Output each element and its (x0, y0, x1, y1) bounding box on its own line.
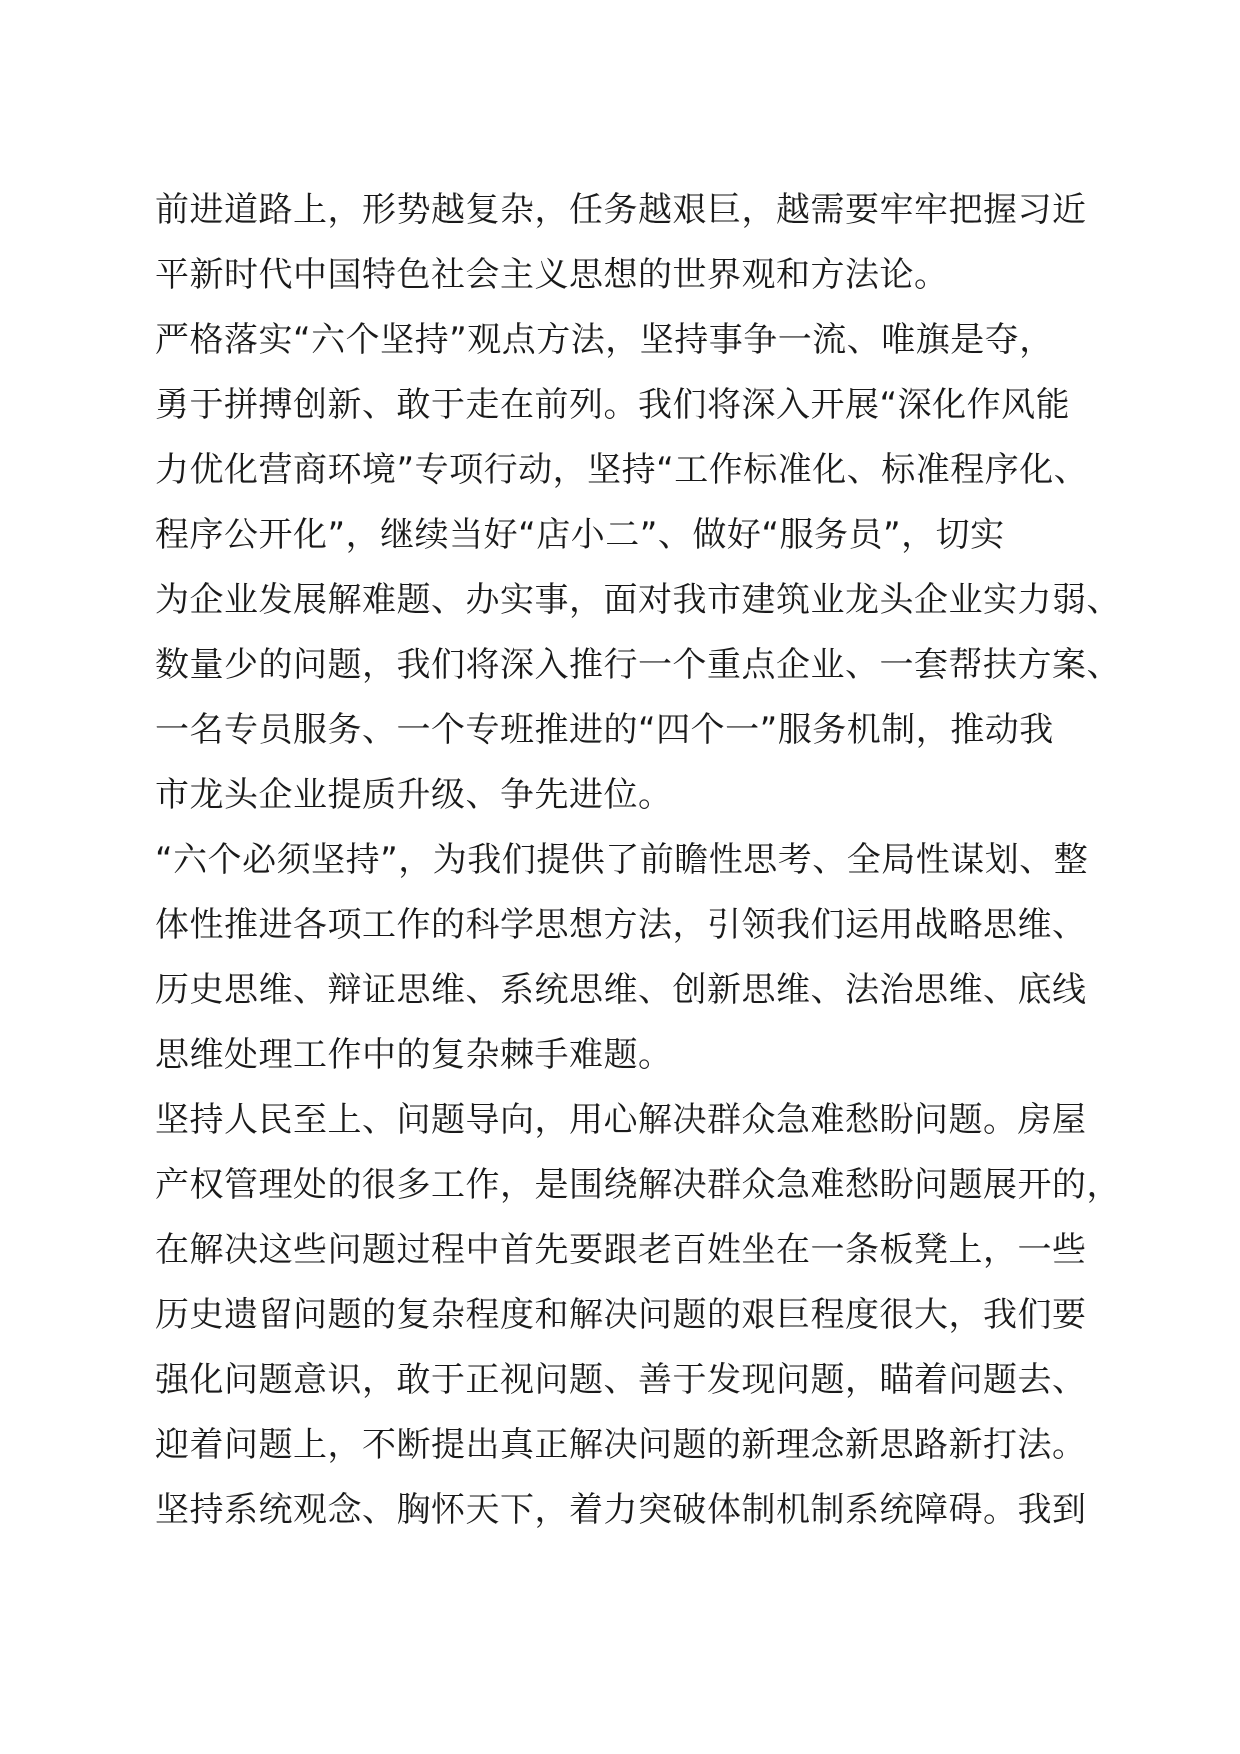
text-line: 思维处理工作中的复杂棘手难题。 (155, 1035, 673, 1075)
text-line: 前进道路上，形势越复杂，任务越艰巨，越需要牢牢把握习近 (155, 190, 1087, 230)
text-line: 迎着问题上，不断提出真正解决问题的新理念新思路新打法。 (155, 1425, 1087, 1465)
text-line: 勇于拼搏创新、敢于走在前列。我们将深入开展“深化作风能 (155, 385, 1071, 425)
text-line: 严格落实“六个坚持”观点方法，坚持事争一流、唯旗是夺， (155, 320, 1054, 360)
text-line: 为企业发展解难题、办实事，面对我市建筑业龙头企业实力弱、 (155, 580, 1121, 620)
text-line: 体性推进各项工作的科学思想方法，引领我们运用战略思维、 (155, 905, 1087, 945)
text-line: 历史遗留问题的复杂程度和解决问题的艰巨程度很大，我们要 (155, 1295, 1087, 1335)
text-line: 程序公开化”，继续当好“店小二”、做好“服务员”，切实 (155, 515, 1005, 555)
text-line: 历史思维、辩证思维、系统思维、创新思维、法治思维、底线 (155, 970, 1087, 1010)
text-line: “六个必须坚持”，为我们提供了前瞻性思考、全局性谋划、整 (155, 840, 1089, 880)
text-line: 一名专员服务、一个专班推进的“四个一”服务机制，推动我 (155, 710, 1054, 750)
text-line: 强化问题意识，敢于正视问题、善于发现问题，瞄着问题去、 (155, 1360, 1087, 1400)
text-line: 坚持系统观念、胸怀天下，着力突破体制机制系统障碍。我到 (155, 1490, 1087, 1530)
text-line: 数量少的问题，我们将深入推行一个重点企业、一套帮扶方案、 (155, 645, 1121, 685)
text-line: 市龙头企业提质升级、争先进位。 (155, 775, 673, 815)
document-body (155, 178, 1121, 1543)
text-line: 力优化营商环境”专项行动，坚持“工作标准化、标准程序化、 (155, 450, 1089, 490)
text-line: 产权管理处的很多工作，是围绕解决群众急难愁盼问题展开的， (155, 1165, 1121, 1205)
text-line: 平新时代中国特色社会主义思想的世界观和方法论。 (155, 255, 949, 295)
text-line: 坚持人民至上、问题导向，用心解决群众急难愁盼问题。房屋 (155, 1100, 1087, 1140)
text-line: 在解决这些问题过程中首先要跟老百姓坐在一条板凳上，一些 (155, 1230, 1087, 1270)
